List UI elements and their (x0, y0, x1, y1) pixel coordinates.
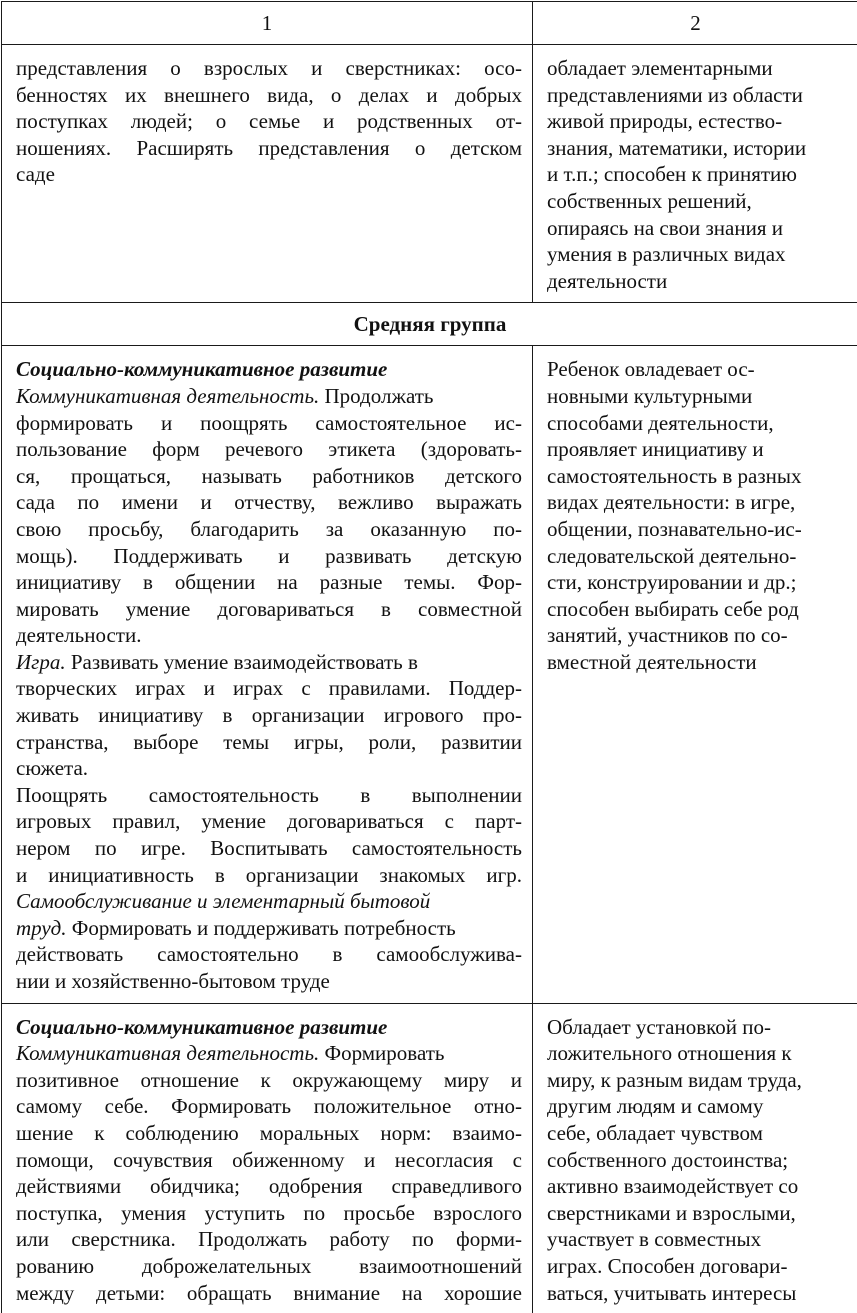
text-line: представлениями из области (547, 82, 803, 107)
text-line: действовать самостоятельно в самообслужива- (16, 942, 522, 967)
text-line: игровых правил, умение договариваться с парт- (16, 809, 522, 834)
table-row (2, 1003, 857, 1313)
text-line: или сверстника. Продолжать работу по форми- (16, 1227, 522, 1252)
text-line: формировать и поощрять самостоятельное ис- (16, 410, 522, 435)
text-line: способами деятельности, (547, 410, 774, 435)
text-line (16, 649, 522, 676)
row1-right-cell (533, 45, 857, 303)
subsection-label: Игра. (16, 649, 66, 674)
text-line: живой природы, естество- (547, 109, 783, 134)
text-line: шение к соблюдению моральных норм: взаимо- (16, 1120, 522, 1145)
text-line: видах деятельности: в игре, (547, 490, 796, 515)
text-line: позитивное отношение к окружающему миру и (16, 1067, 522, 1092)
text-line (16, 915, 522, 942)
text-line: сюжета. (16, 756, 89, 781)
text-line: пользование форм речевого этикета (здоровать- (16, 437, 522, 462)
text-line: и т.п.; способен к принятию (547, 162, 797, 187)
subsection-label: труд. (16, 915, 67, 940)
subsection-label: Самообслуживание и элементарный бытовой (16, 889, 431, 914)
text-line: действиями обидчика; одобрения справедливого (16, 1174, 522, 1199)
group-title: Средняя группа (2, 303, 857, 346)
text-line: миру, к разным видам труда, (547, 1067, 802, 1092)
table-row (2, 45, 857, 303)
row1-left-cell (2, 45, 533, 303)
subsection-label: Коммуникативная деятельность. (16, 383, 320, 408)
text-line: деятельности (547, 268, 668, 293)
table-header-row (2, 2, 857, 45)
text-line: саде (16, 162, 55, 187)
text-line: сверстниками и взрослыми, (547, 1200, 796, 1225)
section-heading: Социально-коммуникативное развитие (16, 1014, 388, 1039)
text-line: сада по имени и отчеству, вежливо выражать (16, 490, 522, 515)
text-line: самостоятельность в разных (547, 463, 802, 488)
text-line: и инициативность в организации знакомых игр. (16, 862, 522, 887)
text-line: представления о взрослых и сверстниках: осо- (16, 56, 522, 80)
text-line: занятий, участников по со- (547, 623, 788, 648)
text-line: рованию доброжелательных взаимоотношений (16, 1253, 522, 1278)
text-line: новными культурными (547, 383, 753, 408)
text-line: самому себе. Формировать положительное отно- (16, 1094, 522, 1119)
text-line: Ребенок овладевает ос- (547, 357, 755, 382)
text-line: нером по игре. Воспитывать самостоятельность (16, 836, 522, 861)
text-line: себе, обладает чувством (547, 1120, 763, 1145)
text-line: поступках людей; о семье и родственных от- (16, 109, 522, 134)
text-line: мировать умение договариваться в совместной (16, 596, 522, 621)
text-line: творческих играх и играх с правилами. Поддер- (16, 676, 522, 701)
text-line: знания, математики, истории (547, 135, 807, 160)
row2-right-cell (533, 346, 857, 1003)
text-line: активно взаимодействует со (547, 1174, 799, 1199)
program-table (1, 1, 857, 1313)
text-line: вместной деятельности (547, 649, 757, 674)
row2-left-cell (2, 346, 533, 1003)
text-line: инициативу в общении на разные темы. Фор- (16, 570, 522, 595)
text-fragment: Формировать и поддерживать потребность (66, 915, 456, 940)
text-line: способен выбирать себе род (547, 596, 799, 621)
text-line: между детьми: обращать внимание на хорошие (16, 1280, 522, 1305)
group-heading-row (2, 303, 857, 346)
section-heading: Социально-коммуникативное развитие (16, 357, 388, 382)
text-line: нии и хозяйственно-бытовом труде (16, 969, 330, 993)
text-line: бенностях их внешнего вида, о делах и добрых (16, 82, 522, 107)
text-line: живать инициативу в организации игрового про- (16, 703, 522, 728)
text-line: играх. Способен договари- (547, 1253, 788, 1278)
text-line: странства, выборе темы игры, роли, развитии (16, 729, 522, 754)
text-line (16, 1040, 522, 1067)
text-line: ложительного отношения к (547, 1041, 792, 1066)
text-line: деятельности. (16, 623, 142, 648)
header-col-1: 1 (2, 2, 533, 45)
text-line: Поощрять самостоятельность в выполнении (16, 782, 522, 807)
text-line: следовательской деятельно- (547, 543, 797, 568)
text-line: проявляет инициативу и (547, 437, 764, 462)
text-line: ваться, учитывать интересы (547, 1280, 797, 1305)
text-line: участвует в совместных (547, 1227, 762, 1252)
text-fragment: Развивать умение взаимодействовать в (65, 649, 418, 674)
text-line: свою просьбу, благодарить за оказанную по- (16, 516, 522, 541)
text-line (16, 383, 522, 410)
text-line: умения в различных видах (547, 242, 786, 267)
text-line: собственного достоинства; (547, 1147, 789, 1172)
text-fragment: Формировать (319, 1041, 445, 1066)
text-line: другим людям и самому (547, 1094, 764, 1119)
row3-right-cell (533, 1003, 857, 1313)
row3-left-cell (2, 1003, 533, 1313)
text-line: сти, конструировании и др.; (547, 570, 797, 595)
text-line: ношениях. Расширять представления о детском (16, 135, 522, 160)
text-line: Обладает установкой по- (547, 1014, 771, 1039)
text-line: общении, познавательно-ис- (547, 516, 802, 541)
text-line: собственных решений, (547, 188, 752, 213)
text-line: ся, прощаться, называть работников детского (16, 463, 522, 488)
text-line: поступка, умения уступить по просьбе взрослого (16, 1200, 522, 1225)
table-row (2, 346, 857, 1003)
header-col-2: 2 (533, 2, 857, 45)
text-fragment: Продолжать (319, 383, 434, 408)
subsection-label: Коммуникативная деятельность. (16, 1041, 320, 1066)
text-line: мощь). Поддерживать и развивать детскую (16, 543, 522, 568)
text-line: обладает элементарными (547, 56, 773, 80)
text-line: помощи, сочувствия обиженному и несогласия с (16, 1147, 522, 1172)
text-line: опираясь на свои знания и (547, 215, 783, 240)
